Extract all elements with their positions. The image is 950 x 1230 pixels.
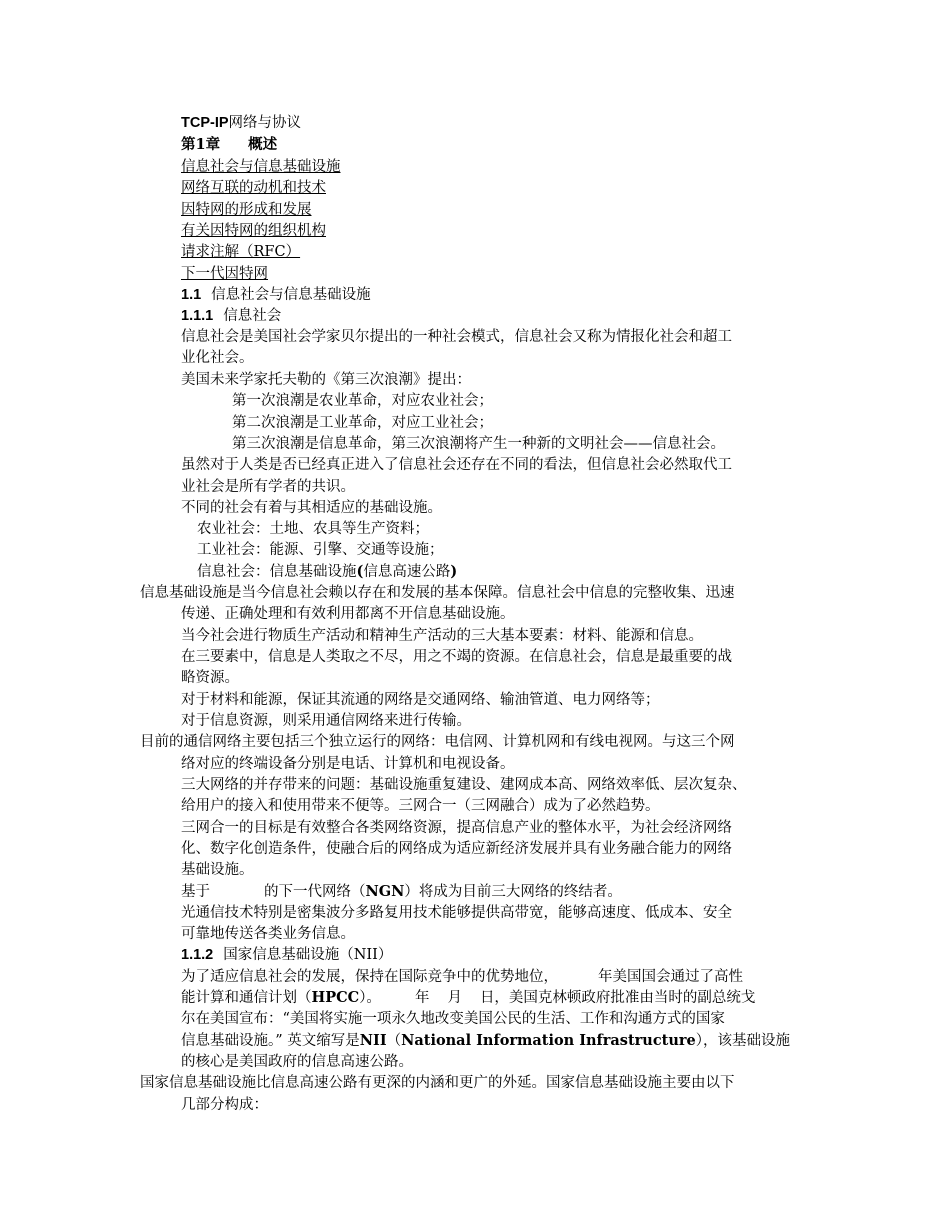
section-number: 1.1.2 (181, 947, 214, 963)
list-item: 第三次浪潮是信息革命，第三次浪潮将产生一种新的文明社会——信息社会。 (232, 436, 725, 452)
paragraph-line: 尔在美国宣布：“美国将实施一项永久地改变美国公民的生活、工作和沟通方式的国家 (181, 1011, 725, 1027)
section-number: 1.1.1 (181, 308, 214, 324)
acronym-hpcc: HPCC (311, 989, 360, 1006)
section-title: 信息社会与信息基础设施 (211, 287, 371, 303)
paragraph-line: 虽然对于人类是否已经真正进入了信息社会还存在不同的看法，但信息社会必然取代工 (181, 457, 732, 473)
toc-link-internetworking[interactable]: 网络互联的动机和技术 (181, 180, 326, 196)
paragraph-line: 给用户的接入和使用带来不便等。三网合一（三网融合）成为了必然趋势。 (181, 798, 660, 814)
paragraph-line: 美国未来学家托夫勒的《第三次浪潮》提出： (181, 372, 471, 388)
list-item (197, 562, 457, 582)
paragraph-line: 略资源。 (181, 670, 239, 686)
acronym-nii: NII (359, 1032, 387, 1049)
paragraph-line: 业社会是所有学者的共识。 (181, 479, 355, 495)
text-run: 信息基础设施。” 英文缩写是 (181, 1033, 360, 1049)
list-item: 第二次浪潮是工业革命，对应工业社会； (232, 415, 493, 431)
doc-title-cjk: 网络与协议 (228, 115, 302, 131)
paragraph-line (181, 988, 755, 1008)
doc-title (181, 113, 301, 133)
section-heading-1-1 (181, 285, 371, 305)
text-run: ），该基础设施 (695, 1033, 791, 1049)
text-run: ）。 (359, 990, 381, 1006)
paragraph-line: 对于信息资源，则采用通信网络来进行传输。 (181, 713, 471, 729)
paragraph-line: 在三要素中，信息是人类取之不尽，用之不竭的资源。在信息社会，信息是最重要的战 (181, 649, 732, 665)
text-run: 能计算和通信计划（ (181, 990, 312, 1006)
chapter-number: 第1章 (181, 136, 221, 153)
paragraph-line (181, 1031, 790, 1051)
chapter-title: 概述 (248, 136, 278, 153)
paragraph-line: 传递、正确处理和有效利用都离不开信息基础设施。 (181, 606, 515, 622)
paragraph-line: 三网合一的目标是有效整合各类网络资源，提高信息产业的整体水平，为社会经济网络 (181, 820, 732, 836)
text-run: 基于 (181, 884, 210, 900)
paragraph-line: 可靠地传送各类业务信息。 (181, 926, 355, 942)
text-run: 月 (447, 990, 462, 1006)
list-item-text: 信息社会：信息基础设施 (197, 564, 357, 580)
chapter-heading (181, 135, 277, 155)
nii-full-name: National Information Infrastructure (401, 1032, 696, 1049)
paragraph-line (181, 967, 743, 987)
paragraph-line: 化、数字化创造条件，使融合后的网络成为适应新经济发展并具有业务融合能力的网络 (181, 841, 732, 857)
doc-title-latin: TCP-IP (181, 115, 229, 131)
text-run: （ (386, 1033, 402, 1049)
list-item: 农业社会：土地、农具等生产资料； (197, 521, 429, 537)
paragraph-line: 对于材料和能源，保证其流通的网络是交通网络、输油管道、电力网络等； (181, 692, 660, 708)
paragraph-line: 络对应的终端设备分别是电话、计算机和电视设备。 (181, 756, 515, 772)
list-item: 第一次浪潮是农业革命，对应农业社会； (232, 393, 493, 409)
paragraph-line: 当今社会进行物质生产活动和精神生产活动的三大基本要素：材料、能源和信息。 (181, 628, 703, 644)
paragraph-line: 基础设施。 (181, 862, 254, 878)
paragraph-line (181, 882, 622, 902)
text-run: 的下一代网络（ (264, 884, 366, 900)
list-item: 工业社会：能源、引擎、交通等设施； (197, 542, 444, 558)
paragraph-line: 三大网络的并存带来的问题：基础设施重复建设、建网成本高、网络效率低、层次复杂、 (181, 777, 747, 793)
paragraph-line: 国家信息基础设施比信息高速公路有更深的内涵和更广的外延。国家信息基础设施主要由以下 (140, 1075, 735, 1091)
toc-link-info-society[interactable]: 信息社会与信息基础设施 (181, 159, 341, 175)
section-title: 国家信息基础设施（NII） (223, 947, 393, 963)
paren-open: ( (356, 563, 364, 580)
acronym-ngn: NGN (365, 883, 405, 900)
text-run: 日，美国克林顿政府批准由当时的副总统戈 (479, 990, 756, 1006)
paragraph-line: 不同的社会有着与其相适应的基础设施。 (181, 500, 442, 516)
section-heading-1-1-2 (181, 945, 392, 965)
text-run: 为了适应信息社会的发展，保持在国际竞争中的优势地位， (181, 969, 558, 985)
section-heading-1-1-1 (181, 306, 281, 326)
paragraph-line: 几部分构成： (181, 1097, 268, 1113)
text-run: 年 (414, 990, 430, 1006)
paragraph-line: 目前的通信网络主要包括三个独立运行的网络：电信网、计算机网和有线电视网。与这三个网 (140, 734, 735, 750)
toc-link-next-gen-internet[interactable]: 下一代因特网 (181, 266, 268, 282)
paragraph-line: 的核心是美国政府的信息高速公路。 (181, 1054, 413, 1070)
text-run: ）将成为目前三大网络的终结者。 (404, 884, 622, 900)
list-item-text: 信息高速公路 (363, 564, 451, 580)
paragraph-line: 光通信技术特别是密集波分多路复用技术能够提供高带宽，能够高速度、低成本、安全 (181, 905, 732, 921)
section-number: 1.1 (181, 287, 202, 303)
toc-link-organizations[interactable]: 有关因特网的组织机构 (181, 223, 326, 239)
paragraph-line: 信息基础设施是当今信息社会赖以存在和发展的基本保障。信息社会中信息的完整收集、迅速 (140, 585, 735, 601)
toc-link-internet-history[interactable]: 因特网的形成和发展 (181, 202, 312, 218)
toc-link-rfc[interactable]: 请求注解（RFC） (181, 244, 301, 260)
text-run: 年美国国会通过了高性 (598, 969, 743, 985)
section-title: 信息社会 (223, 308, 282, 324)
paragraph-line: 业化社会。 (181, 350, 254, 366)
paren-close: ) (450, 563, 458, 580)
paragraph-line: 信息社会是美国社会学家贝尔提出的一种社会模式，信息社会又称为情报化社会和超工 (181, 329, 732, 345)
